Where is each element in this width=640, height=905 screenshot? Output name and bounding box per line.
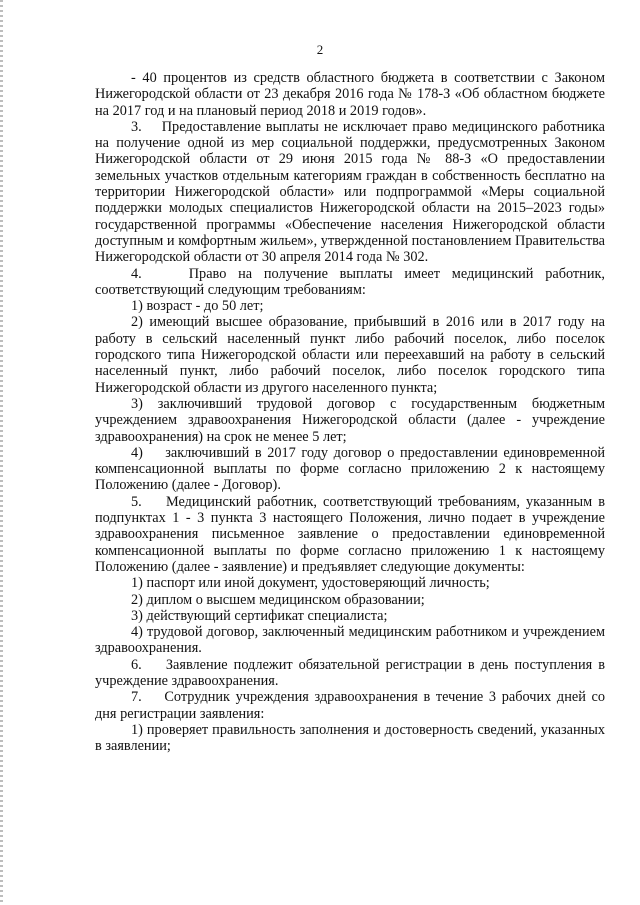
paragraph-4: 4. Право на получение выплаты имеет медицинский работник, соответствующий следующим требованиям: bbox=[95, 265, 605, 298]
requirement-1: 1) возраст - до 50 лет; bbox=[131, 298, 264, 315]
paragraph-6: 6. Заявление подлежит обязательной регистрации в день поступления в учреждение здравоохранения. bbox=[95, 656, 605, 689]
paragraph-3: 3. Предоставление выплаты не исключает право медицинского работника на получение одной из мер социальной поддержки, предусмотренных Законом Нижегородской области от 29 июня 2015 года № 88-З «О предоставлении земельных участков отдельным категориям граждан в собственность бесплатно на территории Нижегородской области» или подпрограммой «Меры социальной поддержки молодых специалистов Нижегородской области на 2015–2023 годы» государственной программы «Обеспечение населения Нижегородской области доступным и комфортным жильем», утвержденной постановлением Правительства Нижегородской области от 30 апреля 2014 года № 302. bbox=[95, 118, 605, 266]
page-number: 2 bbox=[316, 42, 324, 57]
action-1: 1) проверяет правильность заполнения и достоверность сведений, указанных в заявлении; bbox=[95, 721, 605, 755]
document-body bbox=[95, 70, 605, 754]
paragraph-5: 5. Медицинский работник, соответствующий требованиям, указанным в подпунктах 1 - 3 пункта 3 настоящего Положения, лично подает в учреждение здравоохранения письменное заявление о предоставлении единовременной компенсационной выплаты по форме согласно приложению 1 к настоящему Положению (далее - заявление) и предъявляет следующие документы: bbox=[95, 493, 605, 575]
document-2: 2) диплом о высшем медицинском образовании; bbox=[131, 591, 425, 608]
paragraph-budget-40: - 40 процентов из средств областного бюджета в соответствии с Законом Нижегородской области от 23 декабря 2016 года № 178-З «Об областном бюджете на 2017 год и на плановый период 2018 и 2019 годов». bbox=[95, 70, 605, 119]
paragraph-7: 7. Сотрудник учреждения здравоохранения в течение 3 рабочих дней со дня регистрации заявления: bbox=[95, 689, 605, 722]
requirement-3: 3) заключивший трудовой договор с государственным бюджетным учреждением здравоохранения Нижегородской области (далее - учреждение здравоохранения) на срок не менее 5 лет; bbox=[95, 395, 605, 445]
document-1: 1) паспорт или иной документ, удостоверяющий личность; bbox=[131, 575, 490, 592]
document-4: 4) трудовой договор, заключенный медицинским работником и учреждением здравоохранения. bbox=[95, 624, 605, 657]
scan-edge bbox=[0, 0, 3, 905]
requirement-4: 4) заключивший в 2017 году договор о предоставлении единовременной компенсационной выплаты по форме согласно приложению 2 к настоящему Положению (далее - Договор). bbox=[95, 444, 605, 494]
document-3: 3) действующий сертификат специалиста; bbox=[131, 607, 388, 624]
requirement-2: 2) имеющий высшее образование, прибывший в 2016 или в 2017 году на работу в сельский населенный пункт либо рабочий поселок, либо поселок городского типа Нижегородской области или переехавший на работу в сельский населенный пункт, либо рабочий поселок, либо поселок городского типа Нижегородской области из другого населенного пункта; bbox=[95, 314, 605, 396]
